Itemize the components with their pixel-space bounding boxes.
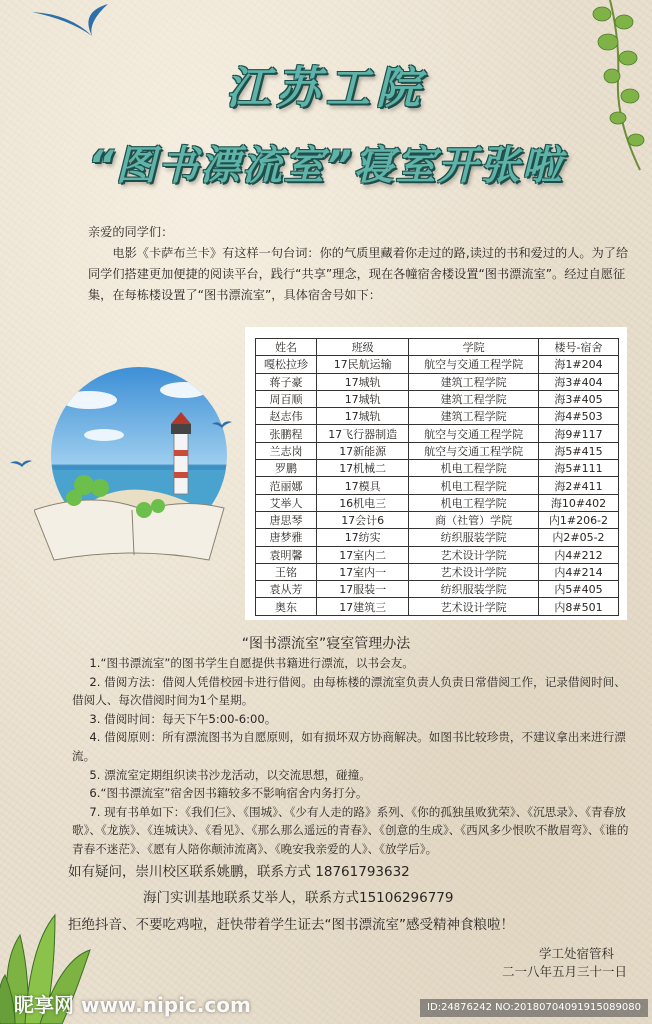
cell-room: 内4#214 [538, 563, 618, 580]
table-row [256, 425, 619, 442]
cell-college: 机电工程学院 [409, 477, 539, 494]
table-row [256, 546, 619, 563]
table-row [256, 494, 619, 511]
cell-room: 海4#503 [538, 408, 618, 425]
column-header: 楼号-宿舍 [538, 339, 618, 356]
table-row [256, 460, 619, 477]
cell-name: 蒋子豪 [256, 373, 317, 390]
cell-room: 内8#501 [538, 598, 618, 615]
table-row [256, 356, 619, 373]
small-birds-icon [8, 455, 48, 475]
cell-college: 艺术设计学院 [409, 546, 539, 563]
cell-class: 17室内一 [317, 563, 409, 580]
bird-decoration-icon [30, 2, 110, 42]
table-row [256, 373, 619, 390]
cell-name: 袁从芳 [256, 581, 317, 598]
cell-college: 航空与交通工程学院 [409, 425, 539, 442]
cell-room: 海1#204 [538, 356, 618, 373]
greeting: 亲爱的同学们： [88, 225, 174, 239]
cell-room: 海9#117 [538, 425, 618, 442]
cell-room: 内5#405 [538, 581, 618, 598]
cell-name: 兰志岗 [256, 442, 317, 459]
column-header: 学院 [409, 339, 539, 356]
cell-class: 17城轨 [317, 373, 409, 390]
cell-college: 机电工程学院 [409, 494, 539, 511]
watermark-site: 昵享网 www.nipic.com [14, 993, 251, 1017]
roster-table [255, 338, 619, 616]
watermark-id: ID:24876242 NO:20180704091915089080 [420, 999, 648, 1017]
rule-item: 2. 借阅方法：借阅人凭借校园卡进行借阅。由每栋楼的漂流室负责人负责日常借阅工作，记录借阅时间、借阅人、每次借阅时间为1个星期。 [72, 674, 626, 708]
cell-class: 17城轨 [317, 408, 409, 425]
cell-class: 17民航运输 [317, 356, 409, 373]
cell-room: 海5#111 [538, 460, 618, 477]
cell-class: 17服装一 [317, 581, 409, 598]
cell-class: 17城轨 [317, 390, 409, 407]
table-header-row [256, 339, 619, 356]
cell-room: 海3#405 [538, 390, 618, 407]
cell-name: 赵志伟 [256, 408, 317, 425]
cell-class: 17建筑三 [317, 598, 409, 615]
cell-name: 嘎松拉珍 [256, 356, 317, 373]
cell-class: 17新能源 [317, 442, 409, 459]
signature-date: 二一八年五月三十一日 [501, 964, 627, 979]
cell-college: 建筑工程学院 [409, 408, 539, 425]
contact-line-chongchuan: 如有疑问，崇川校区联系姚鹏，联系方式 18761793632 [68, 864, 410, 880]
table-row [256, 442, 619, 459]
cell-college: 艺术设计学院 [409, 598, 539, 615]
cell-room: 海2#411 [538, 477, 618, 494]
cell-college: 建筑工程学院 [409, 390, 539, 407]
rule-item: 4. 借阅原则：所有漂流图书为自愿原则，如有损坏双方协商解决。如图书比较珍贵，不建议拿出来进行漂流。 [72, 730, 626, 763]
cell-class: 17飞行器制造 [317, 425, 409, 442]
poster-title-main: “图书漂流室”寝室开张啦 [88, 143, 564, 189]
intro-section [88, 222, 633, 306]
cell-class: 17纺实 [317, 529, 409, 546]
cell-class: 17模具 [317, 477, 409, 494]
rule-item: 5. 漂流室定期组织读书沙龙活动，以交流思想，碰撞。 [89, 767, 371, 782]
cell-room: 内4#212 [538, 546, 618, 563]
cell-room: 海10#402 [538, 494, 618, 511]
table-row [256, 581, 619, 598]
cell-name: 唐思琴 [256, 511, 317, 528]
cell-room: 海5#415 [538, 442, 618, 459]
cell-name: 张鹏程 [256, 425, 317, 442]
cell-class: 17机械二 [317, 460, 409, 477]
cell-room: 内1#206-2 [538, 511, 618, 528]
rule-item: 7. 现有书单如下：《我们仨》、《围城》、《少有人走的路》系列、《你的孤独虽败犹荣》、《沉思录》、《青春放歌》、《龙族》、《连城诀》、《看见》、《那么那么遥远的青春》、《创意的生成》、《西风多少恨吹不散眉弯》、《谁的青春不迷茫》、《愿有人陪你颠沛流离》、《晚安我亲爱的人》、《放学后》。 [72, 804, 629, 856]
cell-college: 航空与交通工程学院 [409, 356, 539, 373]
cell-class: 16机电三 [317, 494, 409, 511]
cell-room: 内2#05-2 [538, 529, 618, 546]
slogan: 拒绝抖音、不要吃鸡啦，赶快带着学生证去“图书漂流室”感受精神食粮啦！ [68, 917, 514, 933]
small-birds-icon [210, 418, 236, 432]
cell-name: 袁明馨 [256, 546, 317, 563]
roster-panel [245, 327, 627, 620]
cell-college: 建筑工程学院 [409, 373, 539, 390]
cell-college: 纺织服装学院 [409, 529, 539, 546]
signature-org: 学工处宿管科 [538, 946, 614, 961]
cell-college: 纺织服装学院 [409, 581, 539, 598]
rule-item: 3. 借阅时间：每天下午5:00-6:00。 [89, 711, 277, 726]
cell-name: 范丽娜 [256, 477, 317, 494]
cell-name: 罗鹏 [256, 460, 317, 477]
cell-class: 17会计6 [317, 511, 409, 528]
intro-paragraph: 电影《卡萨布兰卡》有这样一句台词：你的气质里藏着你走过的路,读过的书和爱过的人。为了给同学们搭建更加便捷的阅读平台，践行“共享”理念，现在各幢宿舍楼设置“图书漂流室”。经过自愿征集，在每栋楼设置了“图书漂流室”，具体宿舍号如下： [88, 246, 629, 302]
cell-name: 周百顺 [256, 390, 317, 407]
rules-title: “图书漂流室”寝室管理办法 [241, 636, 411, 652]
table-row [256, 598, 619, 615]
cell-room: 海3#404 [538, 373, 618, 390]
column-header: 姓名 [256, 339, 317, 356]
table-row [256, 390, 619, 407]
cell-name: 王铭 [256, 563, 317, 580]
lighthouse-book-illustration [34, 360, 229, 580]
cell-college: 机电工程学院 [409, 460, 539, 477]
cell-name: 唐梦雅 [256, 529, 317, 546]
cell-college: 商（社管）学院 [409, 511, 539, 528]
table-row [256, 477, 619, 494]
cell-class: 17室内二 [317, 546, 409, 563]
cell-college: 艺术设计学院 [409, 563, 539, 580]
poster-title-school: 江苏工院 [226, 63, 426, 114]
rule-item: 1.“图书漂流室”的图书学生自愿提供书籍进行漂流，以书会友。 [89, 656, 414, 670]
cell-name: 艾举人 [256, 494, 317, 511]
table-row [256, 529, 619, 546]
table-row [256, 408, 619, 425]
cell-name: 奥东 [256, 598, 317, 615]
table-row [256, 563, 619, 580]
column-header: 班级 [317, 339, 409, 356]
table-row [256, 511, 619, 528]
contact-line-haimen: 海门实训基地联系艾举人，联系方式15106296779 [143, 890, 454, 906]
rule-item: 6.“图书漂流室”宿舍因书籍较多不影响宿舍内务打分。 [89, 786, 368, 801]
rules-list [72, 654, 637, 859]
cell-college: 航空与交通工程学院 [409, 442, 539, 459]
